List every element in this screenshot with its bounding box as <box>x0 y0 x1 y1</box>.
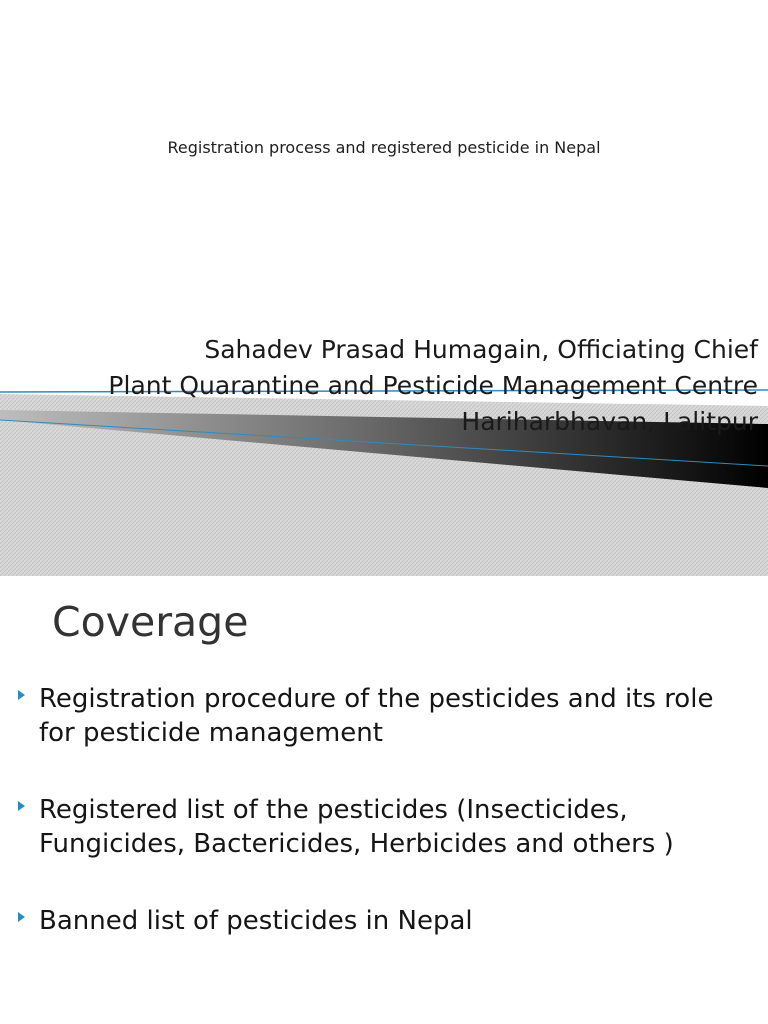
list-item <box>16 904 756 938</box>
coverage-bullet-list <box>16 682 756 981</box>
bullet-text: Banned list of pesticides in Nepal <box>39 906 473 936</box>
presenter-line-1: Sahadev Prasad Humagain, Officiating Chief <box>204 335 758 364</box>
bullet-text: Registered list of the pesticides (Insecticides, Fungicides, Bactericides, Herbicides and others ) <box>39 795 674 859</box>
list-item <box>16 793 756 861</box>
bullet-arrow-icon <box>18 912 25 922</box>
bullet-arrow-icon <box>18 801 25 811</box>
coverage-slide <box>0 576 768 1024</box>
bullet-text: Registration procedure of the pesticides and its role for pesticide management <box>39 684 714 748</box>
presenter-info <box>108 332 758 440</box>
bullet-arrow-icon <box>18 690 25 700</box>
list-item <box>16 682 756 750</box>
coverage-title: Coverage <box>52 598 249 646</box>
presenter-line-3: Hariharbhavan, Lalitpur <box>461 407 758 436</box>
slide-title: Registration process and registered pesticide in Nepal <box>167 138 601 157</box>
presenter-line-2: Plant Quarantine and Pesticide Management Centre <box>108 371 758 400</box>
